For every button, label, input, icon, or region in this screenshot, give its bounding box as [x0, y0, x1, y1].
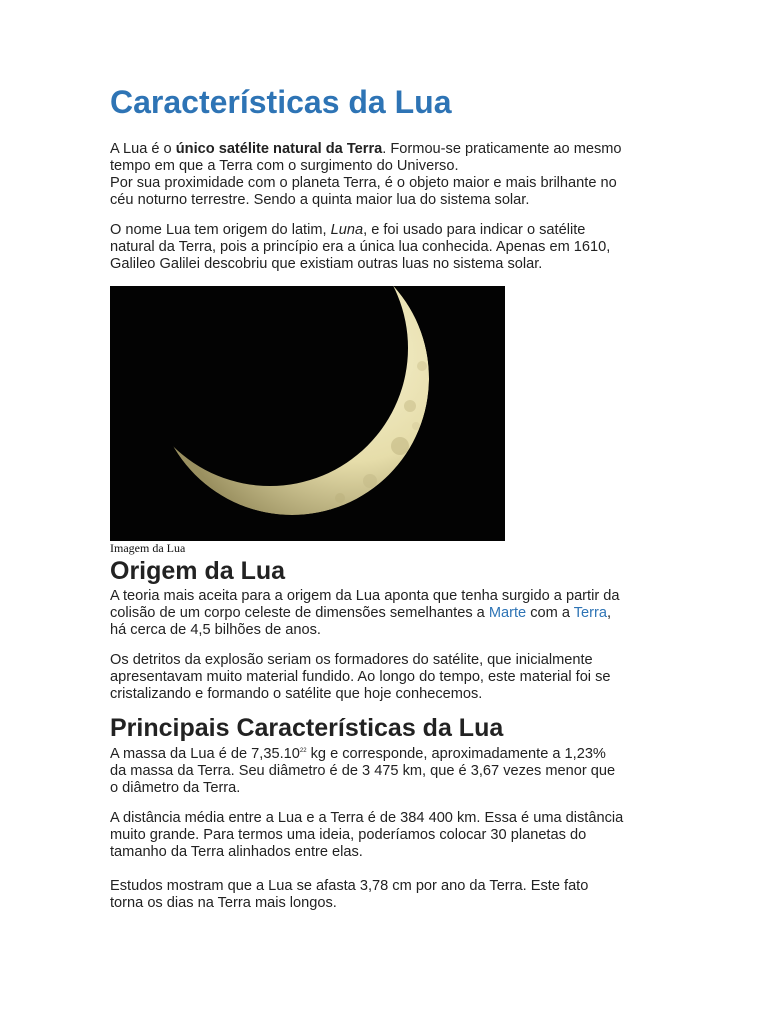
- intro-paragraph-1-line-3: Por sua proximidade com o planeta Terra, é o objeto maior e mais brilhante no: [110, 175, 617, 191]
- features-paragraph-2-line-1: A distância média entre a Lua e a Terra é de 384 400 km. Essa é uma distância: [110, 810, 624, 826]
- origin-paragraph-2-line-3: cristalizando e formando o satélite que hoje conhecemos.: [110, 686, 483, 702]
- exponent: 22: [299, 748, 307, 755]
- text-span: A massa da Lua é de 7,35.10: [110, 746, 300, 762]
- text-span: A Lua é o: [110, 141, 176, 157]
- link-terra[interactable]: Terra: [573, 605, 607, 621]
- intro-paragraph-2-line-2: natural da Terra, pois a princípio era a única lua conhecida. Apenas em 1610,: [110, 239, 611, 255]
- features-paragraph-1-line-1: [110, 746, 606, 763]
- intro-paragraph-2-line-1: [110, 222, 585, 239]
- section-heading-origin: Origem da Lua: [110, 557, 286, 585]
- origin-paragraph-1-line-1: A teoria mais aceita para a origem da Lua aponta que tenha surgido a partir da: [110, 588, 620, 604]
- moon-image: [110, 286, 505, 541]
- text-span: ,: [607, 605, 612, 621]
- italic-text: Luna: [330, 222, 364, 238]
- text-span: kg e corresponde, aproximadamente a 1,23%: [306, 746, 606, 762]
- text-span: colisão de um corpo celeste de dimensões semelhantes a: [110, 605, 489, 621]
- link-marte[interactable]: Marte: [488, 605, 527, 621]
- intro-paragraph-1-line-1: [110, 141, 622, 158]
- features-paragraph-3-line-2: torna os dias na Terra mais longos.: [110, 895, 337, 911]
- text-span: com a: [526, 605, 574, 621]
- text-span: O nome Lua tem origem do latim,: [110, 222, 331, 238]
- features-paragraph-2-line-2: muito grande. Para termos uma ideia, poderíamos colocar 30 planetas do: [110, 827, 587, 843]
- intro-paragraph-1-line-2: tempo em que a Terra com o surgimento do Universo.: [110, 158, 459, 174]
- features-paragraph-2-line-3: tamanho da Terra alinhados entre elas.: [110, 844, 363, 860]
- features-paragraph-1-line-2: da massa da Terra. Seu diâmetro é de 3 475 km, que é 3,67 vezes menor que: [110, 763, 616, 779]
- crescent-moon-icon: [110, 286, 505, 541]
- features-paragraph-3-line-1: Estudos mostram que a Lua se afasta 3,78 cm por ano da Terra. Este fato: [110, 878, 589, 894]
- origin-paragraph-2-line-2: apresentavam muito material fundido. Ao longo do tempo, este material foi se: [110, 669, 611, 685]
- intro-paragraph-1-line-4: céu noturno terrestre. Sendo a quinta maior lua do sistema solar.: [110, 192, 530, 208]
- page-title: Características da Lua: [110, 84, 452, 120]
- text-span: , e foi usado para indicar o satélite: [363, 222, 586, 238]
- section-heading-main-features: Principais Características da Lua: [110, 714, 504, 742]
- image-caption: Imagem da Lua: [110, 541, 186, 555]
- origin-paragraph-1-line-2: [110, 605, 611, 622]
- text-span: . Formou-se praticamente ao mesmo: [382, 141, 622, 157]
- intro-paragraph-2-line-3: Galileo Galilei descobriu que existiam outras luas no sistema solar.: [110, 256, 543, 272]
- origin-paragraph-2-line-1: Os detritos da explosão seriam os formadores do satélite, que inicialmente: [110, 652, 593, 668]
- origin-paragraph-1-line-3: há cerca de 4,5 bilhões de anos.: [110, 622, 321, 638]
- features-paragraph-1-line-3: o diâmetro da Terra.: [110, 780, 241, 796]
- bold-text: único satélite natural da Terra: [175, 141, 383, 157]
